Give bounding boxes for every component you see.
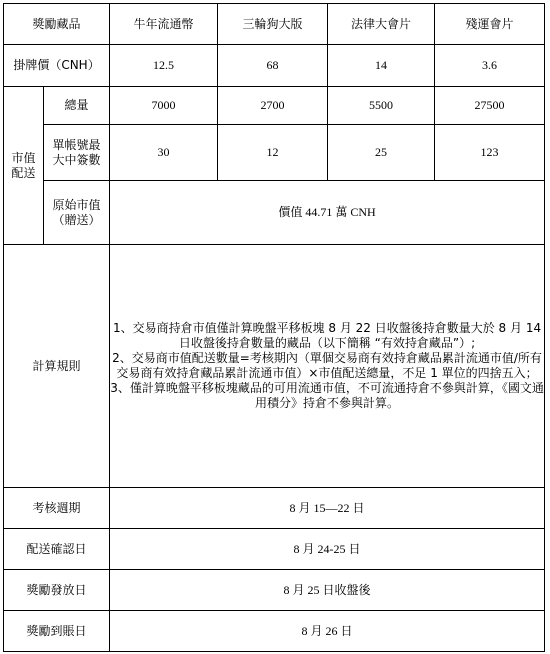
schedule-value: 8 月 15—22 日: [110, 488, 545, 529]
listing-price-value: 12.5: [110, 45, 218, 87]
schedule-label: 配送確認日: [4, 529, 110, 570]
schedule-label: 獎勵發放日: [4, 570, 110, 611]
listing-price-value: 3.6: [435, 45, 545, 87]
max-per-account-label: [44, 125, 110, 181]
schedule-value: 8 月 24-25 日: [110, 529, 545, 570]
max-per-account-label-line2: 大中簽數: [52, 152, 101, 167]
header-row: [4, 4, 545, 45]
total-label: 總量: [44, 87, 110, 125]
schedule-row: [4, 529, 545, 570]
total-value: 7000: [110, 87, 218, 125]
calc-rules-row: [4, 245, 545, 488]
item-name-1: 牛年流通幣: [110, 4, 218, 45]
header-label: 獎勵藏品: [4, 4, 110, 45]
item-name-2: 三輪狗大版: [218, 4, 328, 45]
market-value-label-line2: 配送: [11, 165, 36, 180]
schedule-value: 8 月 26 日: [110, 611, 545, 652]
max-per-account-value: 12: [218, 125, 328, 181]
original-value-label-line1: 原始市值: [52, 197, 101, 212]
schedule-label: 考核週期: [4, 488, 110, 529]
item-name-3: 法律大會片: [328, 4, 435, 45]
total-value: 5500: [328, 87, 435, 125]
schedule-row: [4, 611, 545, 652]
calc-rule-item: 3、僅計算晚盤平移板塊藏品的可用流通市值，不可流通持倉不參與計算，《國文通用積分》持倉不參與計算。: [110, 381, 544, 410]
calc-rules-content: [110, 245, 545, 488]
schedule-value: 8 月 25 日收盤後: [110, 570, 545, 611]
total-row: [4, 87, 545, 125]
market-value-label-line1: 市值: [11, 150, 36, 165]
item-name-4: 殘運會片: [435, 4, 545, 45]
schedule-label: 獎勵到賬日: [4, 611, 110, 652]
schedule-row: [4, 488, 545, 529]
original-value-row: [4, 181, 545, 245]
total-value: 27500: [435, 87, 545, 125]
listing-price-value: 14: [328, 45, 435, 87]
total-value: 2700: [218, 87, 328, 125]
original-value-label: [44, 181, 110, 245]
listing-price-label: 掛牌價（CNH）: [4, 45, 110, 87]
original-value-label-line2: （贈送）: [52, 212, 101, 227]
max-per-account-value: 123: [435, 125, 545, 181]
listing-price-row: [4, 45, 545, 87]
calc-rule-item: 2、交易商市值配送數量=考核期內（單個交易商有效持倉藏品累計流通市值/所有交易商有效持倉藏品累計流通市值）×市值配送總量，不足 1 單位的四捨五入；: [112, 351, 542, 380]
rewards-table: [3, 3, 545, 652]
max-per-account-row: [4, 125, 545, 181]
rewards-table-container: [3, 3, 545, 652]
market-value-group-label: [4, 87, 44, 245]
original-value: 價值 44.71 萬 CNH: [110, 181, 545, 245]
schedule-row: [4, 570, 545, 611]
max-per-account-value: 25: [328, 125, 435, 181]
listing-price-value: 68: [218, 45, 328, 87]
calc-rule-item: 1、交易商持倉市值僅計算晚盤平移板塊 8 月 22 日收盤後持倉數量大於 8 月 14 日收盤後持倉數量的藏品（以下簡稱 “有效持倉藏品”）;: [112, 321, 542, 350]
max-per-account-label-line1: 單帳號最: [52, 137, 101, 152]
max-per-account-value: 30: [110, 125, 218, 181]
calc-rules-label: 計算規則: [4, 245, 110, 488]
